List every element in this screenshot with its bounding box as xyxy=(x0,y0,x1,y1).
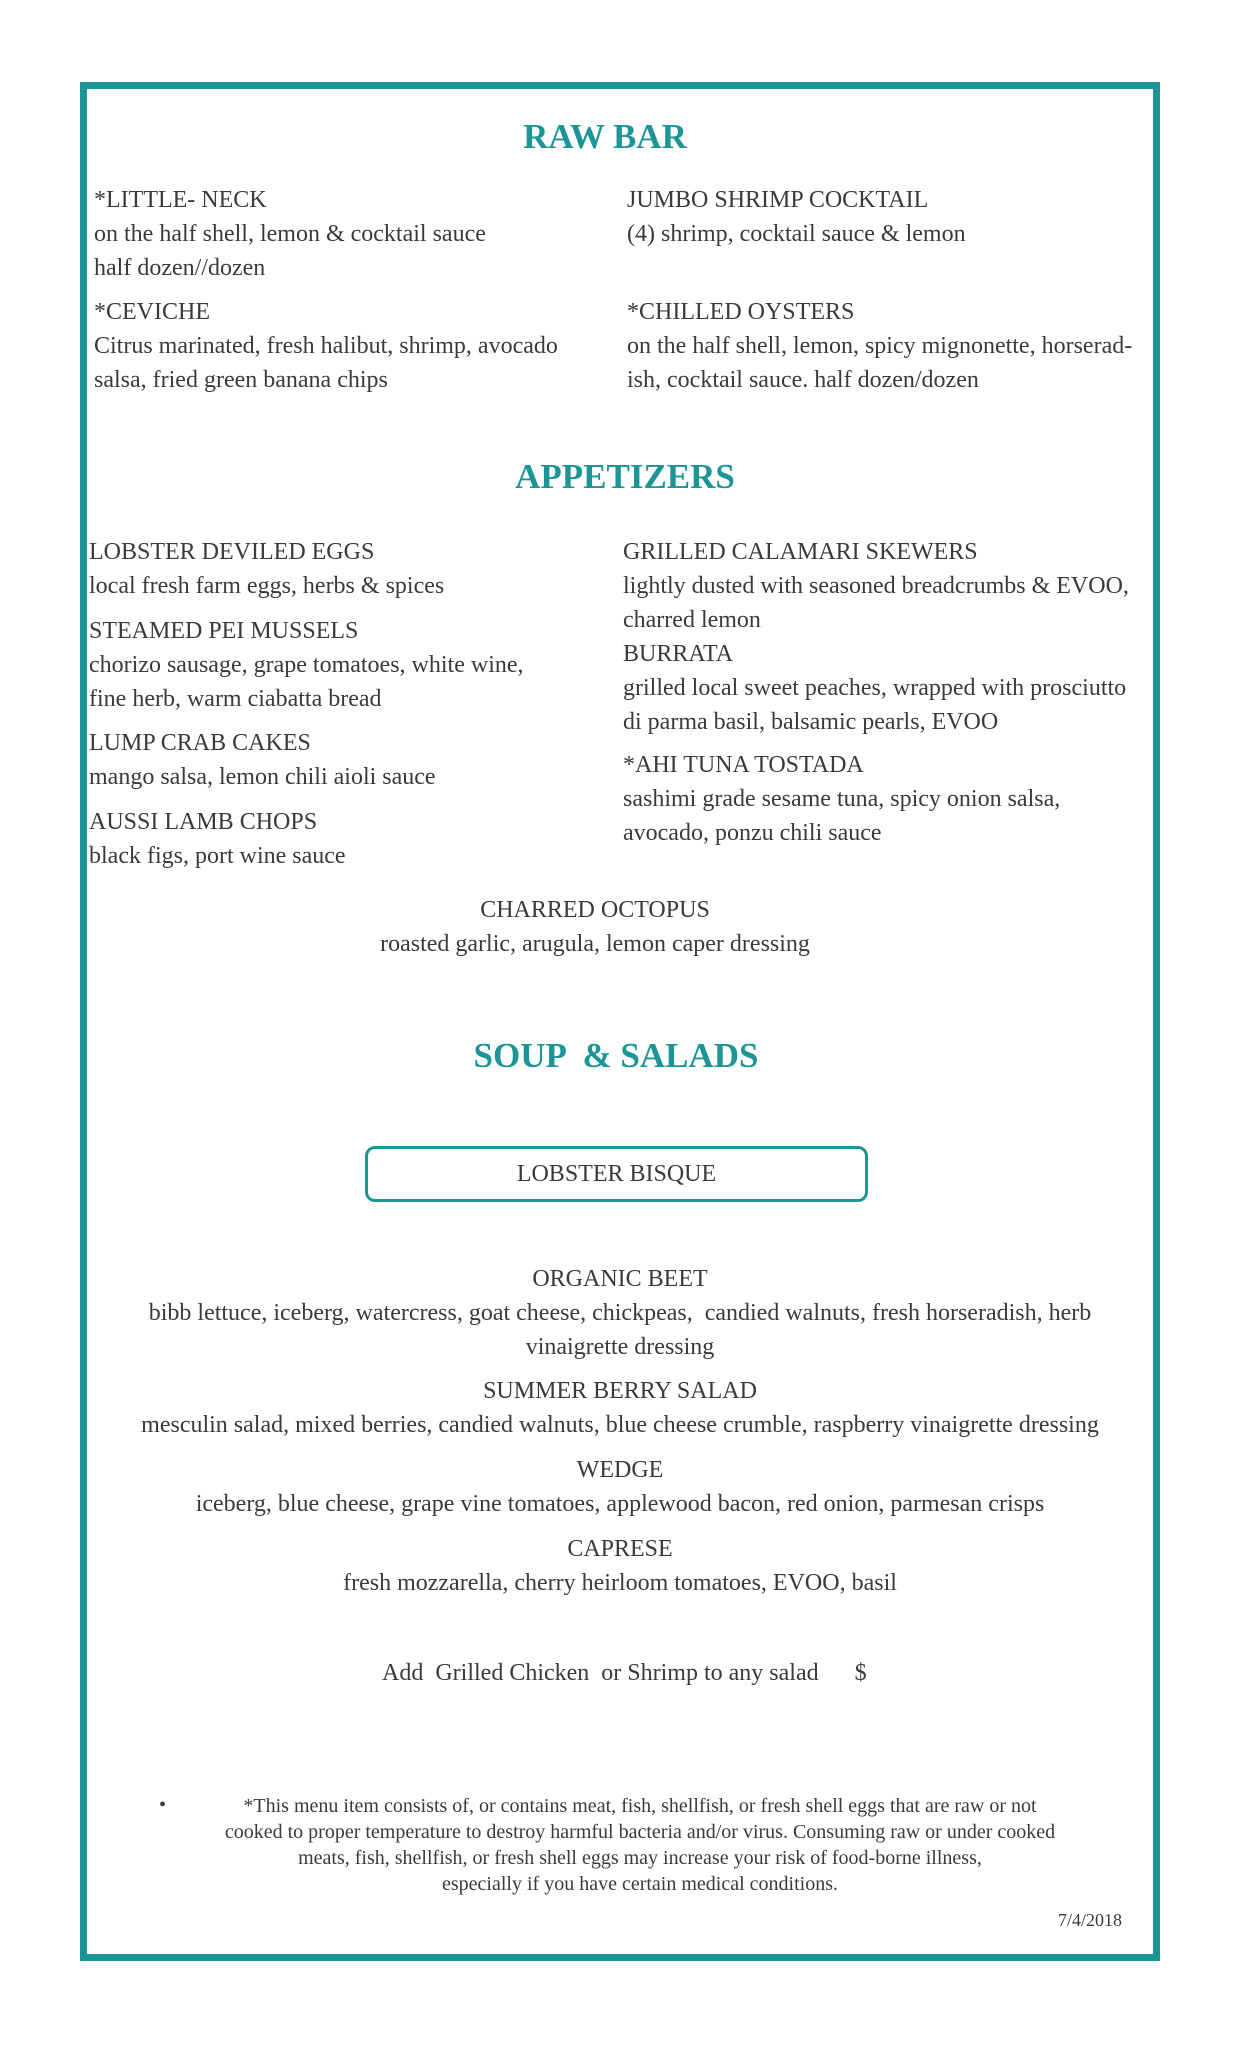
item-grilled-calamari xyxy=(623,535,1153,739)
item-desc: mango salsa, lemon chili aioli sauce xyxy=(89,764,436,790)
item-name: BURRATA xyxy=(623,641,734,667)
item-name: *CHILLED OYSTERS xyxy=(627,299,855,325)
item-desc: chorizo sausage, grape tomatoes, white wine, xyxy=(89,652,524,678)
item-name: LUMP CRAB CAKES xyxy=(89,730,311,756)
appetizers-heading: APPETIZERS xyxy=(515,457,735,496)
raw-bar-heading: RAW BAR xyxy=(523,117,687,156)
soup-salads-heading: SOUP & SALADS xyxy=(473,1036,759,1075)
item-jumbo-shrimp xyxy=(627,183,1147,251)
item-name: JUMBO SHRIMP COCKTAIL xyxy=(627,187,929,213)
item-lump-crab-cakes xyxy=(89,726,609,794)
item-wedge xyxy=(100,1453,1140,1521)
item-desc: on the half shell, lemon, spicy mignonette, horserad- xyxy=(627,333,1133,359)
item-desc: mesculin salad, mixed berries, candied walnuts, blue cheese crumble, raspberry vinaigrette dressing xyxy=(141,1412,1099,1438)
menu-date: 7/4/2018 xyxy=(1058,1910,1123,1930)
item-aussi-lamb-chops xyxy=(89,805,609,873)
item-name: LOBSTER DEVILED EGGS xyxy=(89,539,375,565)
item-desc: half dozen//dozen xyxy=(94,255,266,281)
item-desc: fresh mozzarella, cherry heirloom tomatoes, EVOO, basil xyxy=(343,1570,897,1596)
disclaimer-line: cooked to proper temperature to destroy harmful bacteria and/or virus. Consuming raw or under cooked xyxy=(224,1821,1056,1843)
item-name: AUSSI LAMB CHOPS xyxy=(89,809,318,835)
item-name: STEAMED PEI MUSSELS xyxy=(89,618,359,644)
item-ahi-tuna-tostada xyxy=(623,748,1153,850)
lobster-bisque-box: LOBSTER BISQUE xyxy=(365,1146,868,1202)
item-name: CHARRED OCTOPUS xyxy=(480,897,710,923)
item-desc: ish, cocktail sauce. half dozen/dozen xyxy=(627,367,979,393)
item-desc: grilled local sweet peaches, wrapped with prosciutto xyxy=(623,675,1127,701)
disclaimer-line: especially if you have certain medical conditions. xyxy=(442,1873,838,1895)
item-desc: salsa, fried green banana chips xyxy=(94,367,388,393)
item-desc: fine herb, warm ciabatta bread xyxy=(89,686,382,712)
item-desc: on the half shell, lemon & cocktail sauce xyxy=(94,221,486,247)
item-steamed-mussels xyxy=(89,614,609,716)
item-desc: iceberg, blue cheese, grape vine tomatoes, applewood bacon, red onion, parmesan crisps xyxy=(195,1491,1045,1517)
item-name: *LITTLE- NECK xyxy=(94,187,267,213)
item-desc: vinaigrette dressing xyxy=(525,1334,715,1360)
disclaimer-line: meats, fish, shellfish, or fresh shell eggs may increase your risk of food-borne illness, xyxy=(298,1847,982,1869)
item-little-neck xyxy=(94,183,594,285)
item-desc: bibb lettuce, iceberg, watercress, goat cheese, chickpeas, candied walnuts, fresh horseradish, herb xyxy=(148,1300,1092,1326)
item-desc: Citrus marinated, fresh halibut, shrimp, avocado xyxy=(94,333,558,359)
item-desc: lightly dusted with seasoned breadcrumbs & EVOO, xyxy=(623,573,1129,599)
item-charred-octopus xyxy=(0,893,1190,961)
item-desc: charred lemon xyxy=(623,607,761,633)
item-desc: (4) shrimp, cocktail sauce & lemon xyxy=(627,221,966,247)
item-desc: local fresh farm eggs, herbs & spices xyxy=(89,573,445,599)
item-name: *CEVICHE xyxy=(94,299,210,325)
disclaimer-line: *This menu item consists of, or contains meat, fish, shellfish, or fresh shell eggs that are raw or not xyxy=(243,1795,1037,1817)
item-desc: sashimi grade sesame tuna, spicy onion salsa, xyxy=(623,786,1061,812)
item-desc: avocado, ponzu chili sauce xyxy=(623,820,882,846)
item-name: SUMMER BERRY SALAD xyxy=(483,1378,757,1404)
item-chilled-oysters xyxy=(627,295,1147,397)
item-desc: roasted garlic, arugula, lemon caper dressing xyxy=(380,931,810,957)
raw-food-disclaimer xyxy=(150,1793,1130,1897)
item-summer-berry-salad xyxy=(100,1374,1140,1442)
item-desc: di parma basil, balsamic pearls, EVOO xyxy=(623,709,999,735)
item-caprese xyxy=(100,1532,1140,1600)
item-ceviche xyxy=(94,295,614,397)
bullet-icon: • xyxy=(159,1794,167,1816)
item-organic-beet xyxy=(100,1262,1140,1364)
item-desc: black figs, port wine sauce xyxy=(89,843,346,869)
item-name: GRILLED CALAMARI SKEWERS xyxy=(623,539,978,565)
salad-add-on: Add Grilled Chicken or Shrimp to any salad $ xyxy=(382,1660,867,1686)
item-name: *AHI TUNA TOSTADA xyxy=(623,752,864,778)
item-name: WEDGE xyxy=(576,1457,664,1483)
item-lobster-deviled-eggs xyxy=(89,535,609,603)
item-name: ORGANIC BEET xyxy=(532,1266,708,1292)
item-name: CAPRESE xyxy=(567,1536,673,1562)
